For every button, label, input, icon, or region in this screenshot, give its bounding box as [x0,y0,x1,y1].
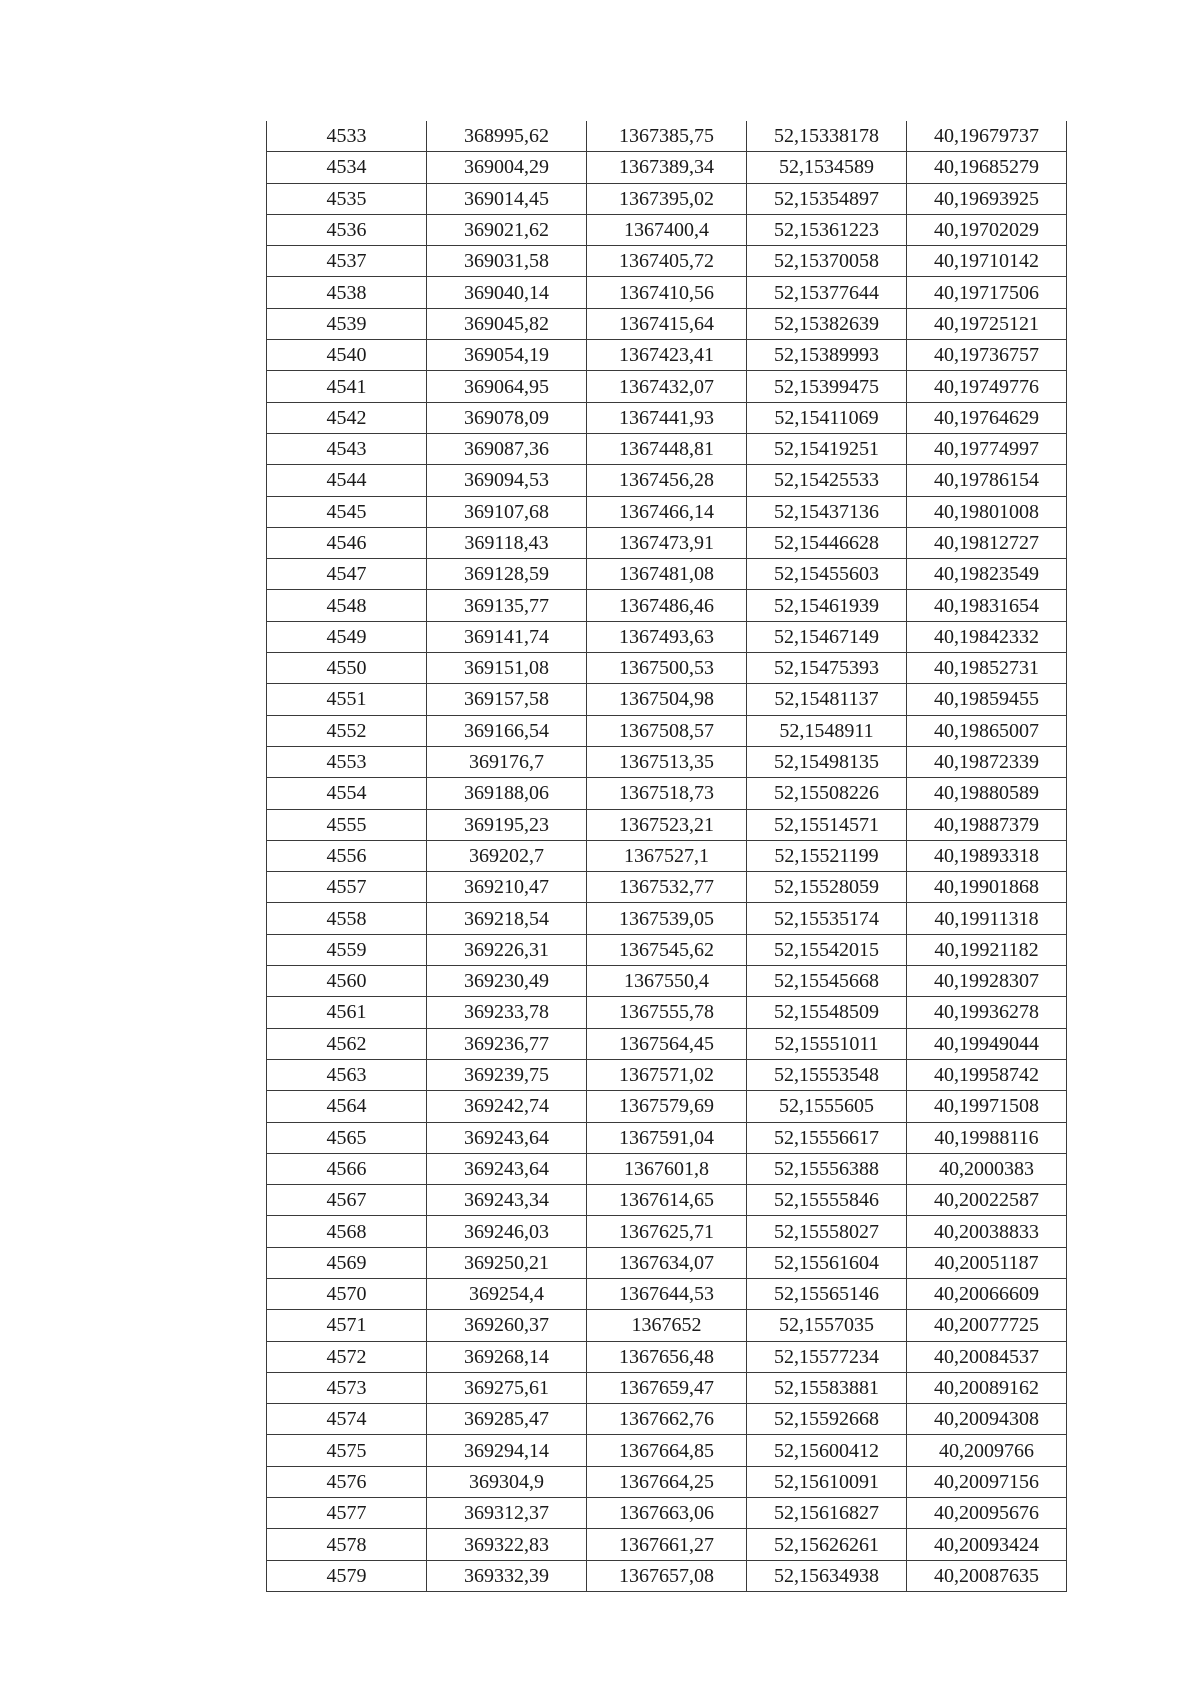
table-row [267,778,1067,809]
longitude-cell: 40,19764629 [907,402,1067,433]
table-row [267,966,1067,997]
longitude-cell: 40,19725121 [907,308,1067,339]
longitude-cell: 40,19749776 [907,371,1067,402]
longitude-cell: 40,19693925 [907,183,1067,214]
table-row [267,840,1067,871]
longitude-cell: 40,19958742 [907,1059,1067,1090]
y-coordinate-cell: 1367579,69 [587,1091,747,1122]
longitude-cell: 40,19786154 [907,465,1067,496]
x-coordinate-cell: 369304,9 [427,1466,587,1497]
latitude-cell: 52,15419251 [747,433,907,464]
longitude-cell: 40,19887379 [907,809,1067,840]
y-coordinate-cell: 1367614,65 [587,1185,747,1216]
table-row [267,121,1067,152]
point-number-cell: 4551 [267,684,427,715]
latitude-cell: 52,15545668 [747,966,907,997]
point-number-cell: 4561 [267,997,427,1028]
latitude-cell: 52,15399475 [747,371,907,402]
y-coordinate-cell: 1367532,77 [587,872,747,903]
latitude-cell: 52,15338178 [747,121,907,152]
table-row [267,1247,1067,1278]
longitude-cell: 40,19812727 [907,527,1067,558]
y-coordinate-cell: 1367662,76 [587,1404,747,1435]
latitude-cell: 52,15370058 [747,246,907,277]
table-row [267,308,1067,339]
point-number-cell: 4576 [267,1466,427,1497]
longitude-cell: 40,20038833 [907,1216,1067,1247]
y-coordinate-cell: 1367410,56 [587,277,747,308]
x-coordinate-cell: 369094,53 [427,465,587,496]
x-coordinate-cell: 369031,58 [427,246,587,277]
latitude-cell: 52,15535174 [747,903,907,934]
longitude-cell: 40,19928307 [907,966,1067,997]
y-coordinate-cell: 1367652 [587,1310,747,1341]
x-coordinate-cell: 369275,61 [427,1372,587,1403]
x-coordinate-cell: 369218,54 [427,903,587,934]
longitude-cell: 40,20095676 [907,1498,1067,1529]
y-coordinate-cell: 1367656,48 [587,1341,747,1372]
x-coordinate-cell: 369210,47 [427,872,587,903]
point-number-cell: 4535 [267,183,427,214]
longitude-cell: 40,2000383 [907,1153,1067,1184]
coordinates-table [266,121,1067,1592]
x-coordinate-cell: 369322,83 [427,1529,587,1560]
latitude-cell: 52,15600412 [747,1435,907,1466]
table-row [267,872,1067,903]
longitude-cell: 40,20089162 [907,1372,1067,1403]
longitude-cell: 40,19971508 [907,1091,1067,1122]
y-coordinate-cell: 1367659,47 [587,1372,747,1403]
table-row [267,1529,1067,1560]
x-coordinate-cell: 369312,37 [427,1498,587,1529]
y-coordinate-cell: 1367661,27 [587,1529,747,1560]
point-number-cell: 4550 [267,653,427,684]
table-row [267,183,1067,214]
y-coordinate-cell: 1367634,07 [587,1247,747,1278]
longitude-cell: 40,19901868 [907,872,1067,903]
table-row [267,590,1067,621]
x-coordinate-cell: 369157,58 [427,684,587,715]
table-row [267,1278,1067,1309]
point-number-cell: 4558 [267,903,427,934]
x-coordinate-cell: 369014,45 [427,183,587,214]
longitude-cell: 40,19936278 [907,997,1067,1028]
table-row [267,1404,1067,1435]
y-coordinate-cell: 1367493,63 [587,621,747,652]
longitude-cell: 40,19852731 [907,653,1067,684]
table-row [267,214,1067,245]
y-coordinate-cell: 1367523,21 [587,809,747,840]
x-coordinate-cell: 369118,43 [427,527,587,558]
longitude-cell: 40,19685279 [907,152,1067,183]
point-number-cell: 4549 [267,621,427,652]
y-coordinate-cell: 1367564,45 [587,1028,747,1059]
y-coordinate-cell: 1367644,53 [587,1278,747,1309]
y-coordinate-cell: 1367389,34 [587,152,747,183]
latitude-cell: 52,15610091 [747,1466,907,1497]
table-row [267,527,1067,558]
point-number-cell: 4548 [267,590,427,621]
x-coordinate-cell: 369260,37 [427,1310,587,1341]
y-coordinate-cell: 1367601,8 [587,1153,747,1184]
point-number-cell: 4571 [267,1310,427,1341]
x-coordinate-cell: 369254,4 [427,1278,587,1309]
table-row [267,559,1067,590]
latitude-cell: 52,15508226 [747,778,907,809]
y-coordinate-cell: 1367591,04 [587,1122,747,1153]
latitude-cell: 52,15446628 [747,527,907,558]
table-row [267,934,1067,965]
longitude-cell: 40,19831654 [907,590,1067,621]
longitude-cell: 40,19717506 [907,277,1067,308]
longitude-cell: 40,19710142 [907,246,1067,277]
longitude-cell: 40,19774997 [907,433,1067,464]
table-row [267,340,1067,371]
y-coordinate-cell: 1367448,81 [587,433,747,464]
latitude-cell: 52,15377644 [747,277,907,308]
x-coordinate-cell: 369166,54 [427,715,587,746]
longitude-cell: 40,19880589 [907,778,1067,809]
x-coordinate-cell: 369233,78 [427,997,587,1028]
point-number-cell: 4567 [267,1185,427,1216]
table-row [267,465,1067,496]
latitude-cell: 52,15461939 [747,590,907,621]
x-coordinate-cell: 369078,09 [427,402,587,433]
latitude-cell: 52,15555846 [747,1185,907,1216]
longitude-cell: 40,20087635 [907,1560,1067,1591]
latitude-cell: 52,15553548 [747,1059,907,1090]
point-number-cell: 4539 [267,308,427,339]
y-coordinate-cell: 1367405,72 [587,246,747,277]
table-row [267,1091,1067,1122]
x-coordinate-cell: 369243,34 [427,1185,587,1216]
longitude-cell: 40,19736757 [907,340,1067,371]
table-row [267,903,1067,934]
latitude-cell: 52,15561604 [747,1247,907,1278]
table-row [267,1028,1067,1059]
x-coordinate-cell: 369294,14 [427,1435,587,1466]
y-coordinate-cell: 1367385,75 [587,121,747,152]
x-coordinate-cell: 369332,39 [427,1560,587,1591]
longitude-cell: 40,20077725 [907,1310,1067,1341]
table-row [267,1560,1067,1591]
x-coordinate-cell: 369064,95 [427,371,587,402]
table-row [267,152,1067,183]
point-number-cell: 4560 [267,966,427,997]
point-number-cell: 4574 [267,1404,427,1435]
longitude-cell: 40,19842332 [907,621,1067,652]
coordinates-table-body [267,121,1067,1591]
table-row [267,1122,1067,1153]
point-number-cell: 4570 [267,1278,427,1309]
latitude-cell: 52,15556617 [747,1122,907,1153]
latitude-cell: 52,1548911 [747,715,907,746]
y-coordinate-cell: 1367473,91 [587,527,747,558]
y-coordinate-cell: 1367625,71 [587,1216,747,1247]
x-coordinate-cell: 369230,49 [427,966,587,997]
latitude-cell: 52,15551011 [747,1028,907,1059]
x-coordinate-cell: 369004,29 [427,152,587,183]
y-coordinate-cell: 1367456,28 [587,465,747,496]
latitude-cell: 52,15592668 [747,1404,907,1435]
point-number-cell: 4565 [267,1122,427,1153]
latitude-cell: 52,15455603 [747,559,907,590]
table-row [267,277,1067,308]
latitude-cell: 52,1534589 [747,152,907,183]
point-number-cell: 4556 [267,840,427,871]
point-number-cell: 4563 [267,1059,427,1090]
point-number-cell: 4540 [267,340,427,371]
latitude-cell: 52,15521199 [747,840,907,871]
x-coordinate-cell: 369242,74 [427,1091,587,1122]
y-coordinate-cell: 1367508,57 [587,715,747,746]
x-coordinate-cell: 369045,82 [427,308,587,339]
x-coordinate-cell: 369202,7 [427,840,587,871]
y-coordinate-cell: 1367657,08 [587,1560,747,1591]
x-coordinate-cell: 369285,47 [427,1404,587,1435]
table-row [267,1435,1067,1466]
x-coordinate-cell: 369239,75 [427,1059,587,1090]
point-number-cell: 4555 [267,809,427,840]
longitude-cell: 40,19893318 [907,840,1067,871]
latitude-cell: 52,15437136 [747,496,907,527]
point-number-cell: 4569 [267,1247,427,1278]
y-coordinate-cell: 1367539,05 [587,903,747,934]
latitude-cell: 52,15382639 [747,308,907,339]
point-number-cell: 4566 [267,1153,427,1184]
longitude-cell: 40,19921182 [907,934,1067,965]
latitude-cell: 52,15514571 [747,809,907,840]
point-number-cell: 4533 [267,121,427,152]
y-coordinate-cell: 1367664,25 [587,1466,747,1497]
point-number-cell: 4545 [267,496,427,527]
point-number-cell: 4559 [267,934,427,965]
latitude-cell: 52,15542015 [747,934,907,965]
y-coordinate-cell: 1367466,14 [587,496,747,527]
point-number-cell: 4552 [267,715,427,746]
latitude-cell: 52,1557035 [747,1310,907,1341]
point-number-cell: 4573 [267,1372,427,1403]
x-coordinate-cell: 369246,03 [427,1216,587,1247]
longitude-cell: 40,20094308 [907,1404,1067,1435]
longitude-cell: 40,20066609 [907,1278,1067,1309]
longitude-cell: 40,20097156 [907,1466,1067,1497]
y-coordinate-cell: 1367545,62 [587,934,747,965]
latitude-cell: 52,15616827 [747,1498,907,1529]
x-coordinate-cell: 369128,59 [427,559,587,590]
latitude-cell: 52,15361223 [747,214,907,245]
table-row [267,246,1067,277]
point-number-cell: 4534 [267,152,427,183]
y-coordinate-cell: 1367500,53 [587,653,747,684]
point-number-cell: 4536 [267,214,427,245]
point-number-cell: 4547 [267,559,427,590]
table-row [267,684,1067,715]
latitude-cell: 52,15411069 [747,402,907,433]
y-coordinate-cell: 1367664,85 [587,1435,747,1466]
x-coordinate-cell: 369236,77 [427,1028,587,1059]
latitude-cell: 52,15548509 [747,997,907,1028]
x-coordinate-cell: 369250,21 [427,1247,587,1278]
latitude-cell: 52,15389993 [747,340,907,371]
x-coordinate-cell: 369176,7 [427,746,587,777]
table-row [267,746,1067,777]
x-coordinate-cell: 369243,64 [427,1122,587,1153]
table-row [267,1341,1067,1372]
y-coordinate-cell: 1367513,35 [587,746,747,777]
y-coordinate-cell: 1367504,98 [587,684,747,715]
x-coordinate-cell: 369243,64 [427,1153,587,1184]
point-number-cell: 4575 [267,1435,427,1466]
table-row [267,1216,1067,1247]
latitude-cell: 52,15498135 [747,746,907,777]
point-number-cell: 4578 [267,1529,427,1560]
table-row [267,997,1067,1028]
longitude-cell: 40,19865007 [907,715,1067,746]
latitude-cell: 52,15577234 [747,1341,907,1372]
table-row [267,433,1067,464]
table-row [267,496,1067,527]
latitude-cell: 52,15481137 [747,684,907,715]
table-row [267,1185,1067,1216]
longitude-cell: 40,19988116 [907,1122,1067,1153]
y-coordinate-cell: 1367486,46 [587,590,747,621]
latitude-cell: 52,15626261 [747,1529,907,1560]
y-coordinate-cell: 1367527,1 [587,840,747,871]
point-number-cell: 4572 [267,1341,427,1372]
x-coordinate-cell: 369151,08 [427,653,587,684]
y-coordinate-cell: 1367481,08 [587,559,747,590]
x-coordinate-cell: 369040,14 [427,277,587,308]
longitude-cell: 40,19801008 [907,496,1067,527]
longitude-cell: 40,2009766 [907,1435,1067,1466]
latitude-cell: 52,15354897 [747,183,907,214]
x-coordinate-cell: 369141,74 [427,621,587,652]
longitude-cell: 40,20093424 [907,1529,1067,1560]
longitude-cell: 40,19702029 [907,214,1067,245]
table-row [267,402,1067,433]
longitude-cell: 40,19911318 [907,903,1067,934]
x-coordinate-cell: 369188,06 [427,778,587,809]
point-number-cell: 4564 [267,1091,427,1122]
longitude-cell: 40,20022587 [907,1185,1067,1216]
x-coordinate-cell: 368995,62 [427,121,587,152]
point-number-cell: 4546 [267,527,427,558]
point-number-cell: 4577 [267,1498,427,1529]
y-coordinate-cell: 1367518,73 [587,778,747,809]
longitude-cell: 40,19872339 [907,746,1067,777]
point-number-cell: 4579 [267,1560,427,1591]
longitude-cell: 40,20051187 [907,1247,1067,1278]
x-coordinate-cell: 369107,68 [427,496,587,527]
x-coordinate-cell: 369087,36 [427,433,587,464]
point-number-cell: 4553 [267,746,427,777]
point-number-cell: 4538 [267,277,427,308]
x-coordinate-cell: 369135,77 [427,590,587,621]
y-coordinate-cell: 1367395,02 [587,183,747,214]
table-row [267,1059,1067,1090]
latitude-cell: 52,15556388 [747,1153,907,1184]
latitude-cell: 52,15634938 [747,1560,907,1591]
table-row [267,1153,1067,1184]
point-number-cell: 4543 [267,433,427,464]
x-coordinate-cell: 369054,19 [427,340,587,371]
y-coordinate-cell: 1367441,93 [587,402,747,433]
latitude-cell: 52,15475393 [747,653,907,684]
y-coordinate-cell: 1367663,06 [587,1498,747,1529]
latitude-cell: 52,15528059 [747,872,907,903]
table-row [267,371,1067,402]
x-coordinate-cell: 369021,62 [427,214,587,245]
point-number-cell: 4554 [267,778,427,809]
table-row [267,621,1067,652]
table-row [267,1310,1067,1341]
point-number-cell: 4568 [267,1216,427,1247]
point-number-cell: 4544 [267,465,427,496]
table-row [267,715,1067,746]
longitude-cell: 40,19859455 [907,684,1067,715]
table-row [267,1498,1067,1529]
point-number-cell: 4562 [267,1028,427,1059]
latitude-cell: 52,15425533 [747,465,907,496]
y-coordinate-cell: 1367432,07 [587,371,747,402]
x-coordinate-cell: 369268,14 [427,1341,587,1372]
table-row [267,809,1067,840]
longitude-cell: 40,19679737 [907,121,1067,152]
latitude-cell: 52,1555605 [747,1091,907,1122]
latitude-cell: 52,15565146 [747,1278,907,1309]
y-coordinate-cell: 1367400,4 [587,214,747,245]
latitude-cell: 52,15558027 [747,1216,907,1247]
latitude-cell: 52,15467149 [747,621,907,652]
y-coordinate-cell: 1367550,4 [587,966,747,997]
y-coordinate-cell: 1367571,02 [587,1059,747,1090]
point-number-cell: 4542 [267,402,427,433]
table-row [267,1372,1067,1403]
point-number-cell: 4537 [267,246,427,277]
y-coordinate-cell: 1367423,41 [587,340,747,371]
longitude-cell: 40,19949044 [907,1028,1067,1059]
x-coordinate-cell: 369195,23 [427,809,587,840]
table-row [267,1466,1067,1497]
latitude-cell: 52,15583881 [747,1372,907,1403]
y-coordinate-cell: 1367415,64 [587,308,747,339]
table-row [267,653,1067,684]
longitude-cell: 40,19823549 [907,559,1067,590]
y-coordinate-cell: 1367555,78 [587,997,747,1028]
x-coordinate-cell: 369226,31 [427,934,587,965]
point-number-cell: 4541 [267,371,427,402]
longitude-cell: 40,20084537 [907,1341,1067,1372]
point-number-cell: 4557 [267,872,427,903]
